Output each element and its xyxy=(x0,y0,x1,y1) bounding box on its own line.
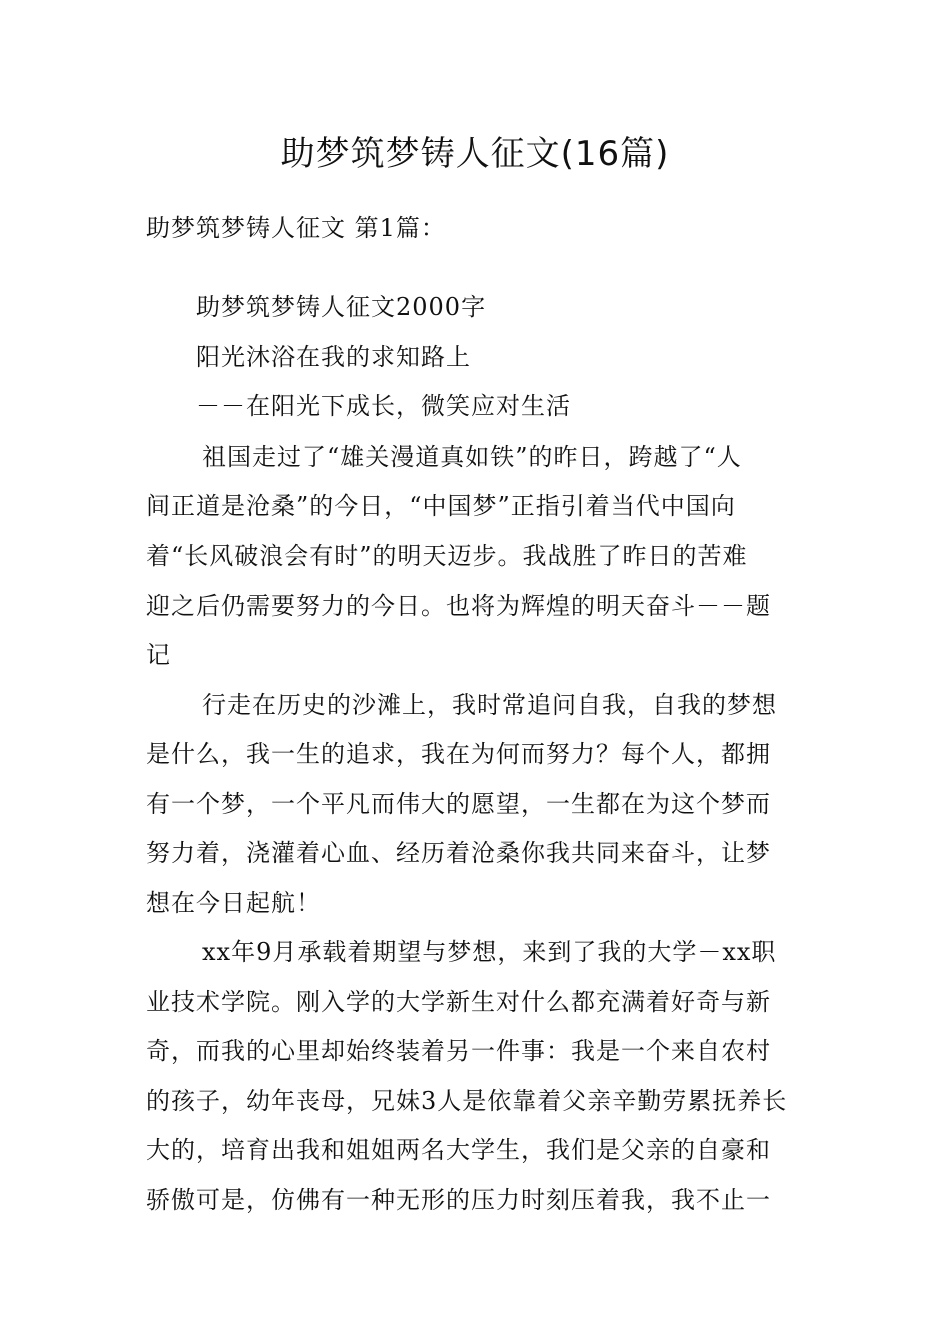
paragraph-line: 想在今日起航！ xyxy=(146,889,321,917)
paragraph-line: 行走在历史的沙滩上，我时常追问自我，自我的梦想 xyxy=(202,691,777,719)
paragraph-line: 迎之后仍需要努力的今日。也将为辉煌的明天奋斗－－题 xyxy=(146,592,771,620)
subheading: 阳光沐浴在我的求知路上 xyxy=(196,343,471,371)
section-heading: 助梦筑梦铸人征文 第1篇： xyxy=(146,214,446,242)
subheading: 助梦筑梦铸人征文2000字 xyxy=(196,293,487,321)
paragraph-line: 有一个梦，一个平凡而伟大的愿望，一生都在为这个梦而 xyxy=(146,790,771,818)
subheading: －－在阳光下成长，微笑应对生活 xyxy=(196,392,571,420)
document-title: 助梦筑梦铸人征文(16篇) xyxy=(280,134,670,174)
paragraph-line: 业技术学院。刚入学的大学新生对什么都充满着好奇与新 xyxy=(146,988,771,1016)
paragraph-line: xx年9月承载着期望与梦想，来到了我的大学－xx职 xyxy=(202,938,777,966)
paragraph-line: 着“长风破浪会有时”的明天迈步。我战胜了昨日的苦难 xyxy=(146,542,748,570)
paragraph-line: 的孩子，幼年丧母，兄妹3人是依靠着父亲辛勤劳累抚养长 xyxy=(146,1087,788,1115)
paragraph-line: 奇，而我的心里却始终装着另一件事：我是一个来自农村 xyxy=(146,1037,771,1065)
paragraph-line: 祖国走过了“雄关漫道真如铁”的昨日，跨越了“人 xyxy=(202,443,742,471)
paragraph-line: 记 xyxy=(146,641,171,669)
paragraph-line: 努力着，浇灌着心血、经历着沧桑你我共同来奋斗，让梦 xyxy=(146,839,771,867)
paragraph-line: 骄傲可是，仿佛有一种无形的压力时刻压着我，我不止一 xyxy=(146,1186,771,1214)
paragraph-line: 间正道是沧桑”的今日，“中国梦”正指引着当代中国向 xyxy=(146,492,736,520)
paragraph-line: 是什么，我一生的追求，我在为何而努力？每个人，都拥 xyxy=(146,740,771,768)
paragraph-line: 大的，培育出我和姐姐两名大学生，我们是父亲的自豪和 xyxy=(146,1136,771,1164)
